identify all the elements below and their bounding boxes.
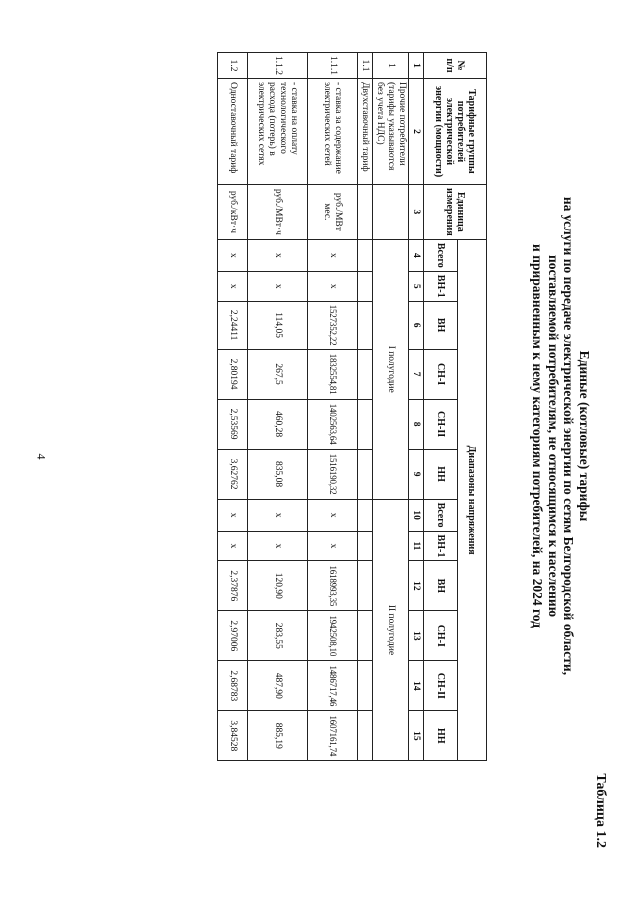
rotated-page [48, 16, 608, 856]
row-unit: руб./кВт·ч [218, 185, 248, 240]
value-cell: 2,24411 [218, 301, 248, 349]
row-label: Двухставочный тариф [358, 79, 373, 185]
value-cell: x [308, 271, 358, 301]
page-number: 4 [34, 453, 49, 460]
header-num: № п/п [424, 53, 487, 79]
column-number: 12 [409, 561, 424, 611]
value-cell: 885,19 [248, 711, 308, 761]
column-number: 9 [409, 449, 424, 499]
title-line-3: поставляемой потребителям, не относящимся к населению [546, 254, 561, 618]
row-num: 1 [373, 53, 409, 79]
value-cell: 1942508,10 [308, 611, 358, 661]
column-number: 14 [409, 661, 424, 711]
value-cell: 1402563,64 [308, 399, 358, 449]
header-col-vn-2: ВН [424, 561, 458, 611]
value-cell: 3,84528 [218, 711, 248, 761]
row-label: - ставка на оплату технологического расхода (потерь) в электрических сетях [248, 79, 308, 185]
column-number: 11 [409, 531, 424, 561]
value-cell: 2,37876 [218, 561, 248, 611]
column-number: 3 [409, 185, 424, 240]
column-numbers-row [409, 53, 424, 761]
value-cell: x [248, 531, 308, 561]
value-cell: 283,55 [248, 611, 308, 661]
value-cell: 1527352,22 [308, 301, 358, 349]
header-col-vn1-1: ВН-1 [424, 271, 458, 301]
half-year-2: II полугодие [373, 499, 409, 761]
value-cell: x [308, 499, 358, 531]
value-cell: 2,97006 [218, 611, 248, 661]
value-cell: 487,90 [248, 661, 308, 711]
column-number: 15 [409, 711, 424, 761]
row-num: 1.1.2 [248, 53, 308, 79]
column-number: 13 [409, 611, 424, 661]
row-label: - ставка за содержание электрических сетей [308, 79, 358, 185]
header-col-sn1-1: СН-I [424, 349, 458, 399]
header-col-vn1-2: ВН-1 [424, 531, 458, 561]
value-cell: x [218, 531, 248, 561]
value-cell: 460,28 [248, 399, 308, 449]
title-line-2: на услуги по передаче электрической энергии по сетям Белгородской области, [561, 196, 577, 676]
value-cell: 1832554,81 [308, 349, 358, 399]
table-row [248, 53, 308, 761]
header-col-nn-1: НН [424, 449, 458, 499]
value-cell: 114,05 [248, 301, 308, 349]
table-row [308, 53, 358, 761]
value-cell: 120,90 [248, 561, 308, 611]
title-line-1: Единые (котловые) тарифы [577, 350, 592, 522]
table-row [218, 53, 248, 761]
value-cell: x [308, 239, 358, 271]
header-col-total-1: Всего [424, 239, 458, 271]
value-cell: 2,80194 [218, 349, 248, 399]
column-number: 4 [409, 239, 424, 271]
header-col-sn1-2: СН-I [424, 611, 458, 661]
value-cell: 1486717,46 [308, 661, 358, 711]
row-label: Одноставочный тариф [218, 79, 248, 185]
half-year-1: I полугодие [373, 239, 409, 499]
row-unit: руб./МВт·ч [248, 185, 308, 240]
table-row [358, 53, 373, 761]
title-line-4: и приравненным к нему категориям потребителей, на 2024 год [530, 244, 546, 628]
header-ranges: Диапазоны напряжения [458, 239, 487, 761]
document-title [530, 16, 592, 856]
value-cell: x [218, 239, 248, 271]
value-cell: 1618993,35 [308, 561, 358, 611]
value-cell: 1607161,74 [308, 711, 358, 761]
row-label: Прочие потребители (тарифы указываются без учета НДС) [373, 79, 409, 185]
table-row [373, 53, 409, 761]
row-num: 1.2 [218, 53, 248, 79]
value-cell: x [308, 531, 358, 561]
value-cell: 835,08 [248, 449, 308, 499]
header-group: Тарифные группы потребителей электрической энергии (мощности) [424, 79, 487, 185]
header-col-nn-2: НН [424, 711, 458, 761]
value-cell: x [218, 499, 248, 531]
column-number: 8 [409, 399, 424, 449]
value-cell: 3,62762 [218, 449, 248, 499]
value-cell: 1516190,32 [308, 449, 358, 499]
value-cell: x [218, 271, 248, 301]
value-cell: 267,5 [248, 349, 308, 399]
column-number: 6 [409, 301, 424, 349]
header-col-vn-1: ВН [424, 301, 458, 349]
value-cell: x [248, 499, 308, 531]
row-num: 1.1.1 [308, 53, 358, 79]
value-cell: x [248, 271, 308, 301]
row-num: 1.1 [358, 53, 373, 79]
column-number: 7 [409, 349, 424, 399]
column-number: 10 [409, 499, 424, 531]
tariff-table [217, 52, 487, 761]
value-cell: 2,53569 [218, 399, 248, 449]
header-col-sn2-2: СН-II [424, 661, 458, 711]
header-col-total-2: Всего [424, 499, 458, 531]
row-unit [373, 185, 409, 240]
column-number: 2 [409, 79, 424, 185]
header-unit: Единица измерения [424, 185, 487, 240]
table-label: Таблица 1.2 [593, 773, 608, 848]
column-number: 1 [409, 53, 424, 79]
value-cell: x [248, 239, 308, 271]
row-unit: руб./МВт мес. [308, 185, 358, 240]
column-number: 5 [409, 271, 424, 301]
header-col-sn2-1: СН-II [424, 399, 458, 449]
value-cell: 2,68783 [218, 661, 248, 711]
